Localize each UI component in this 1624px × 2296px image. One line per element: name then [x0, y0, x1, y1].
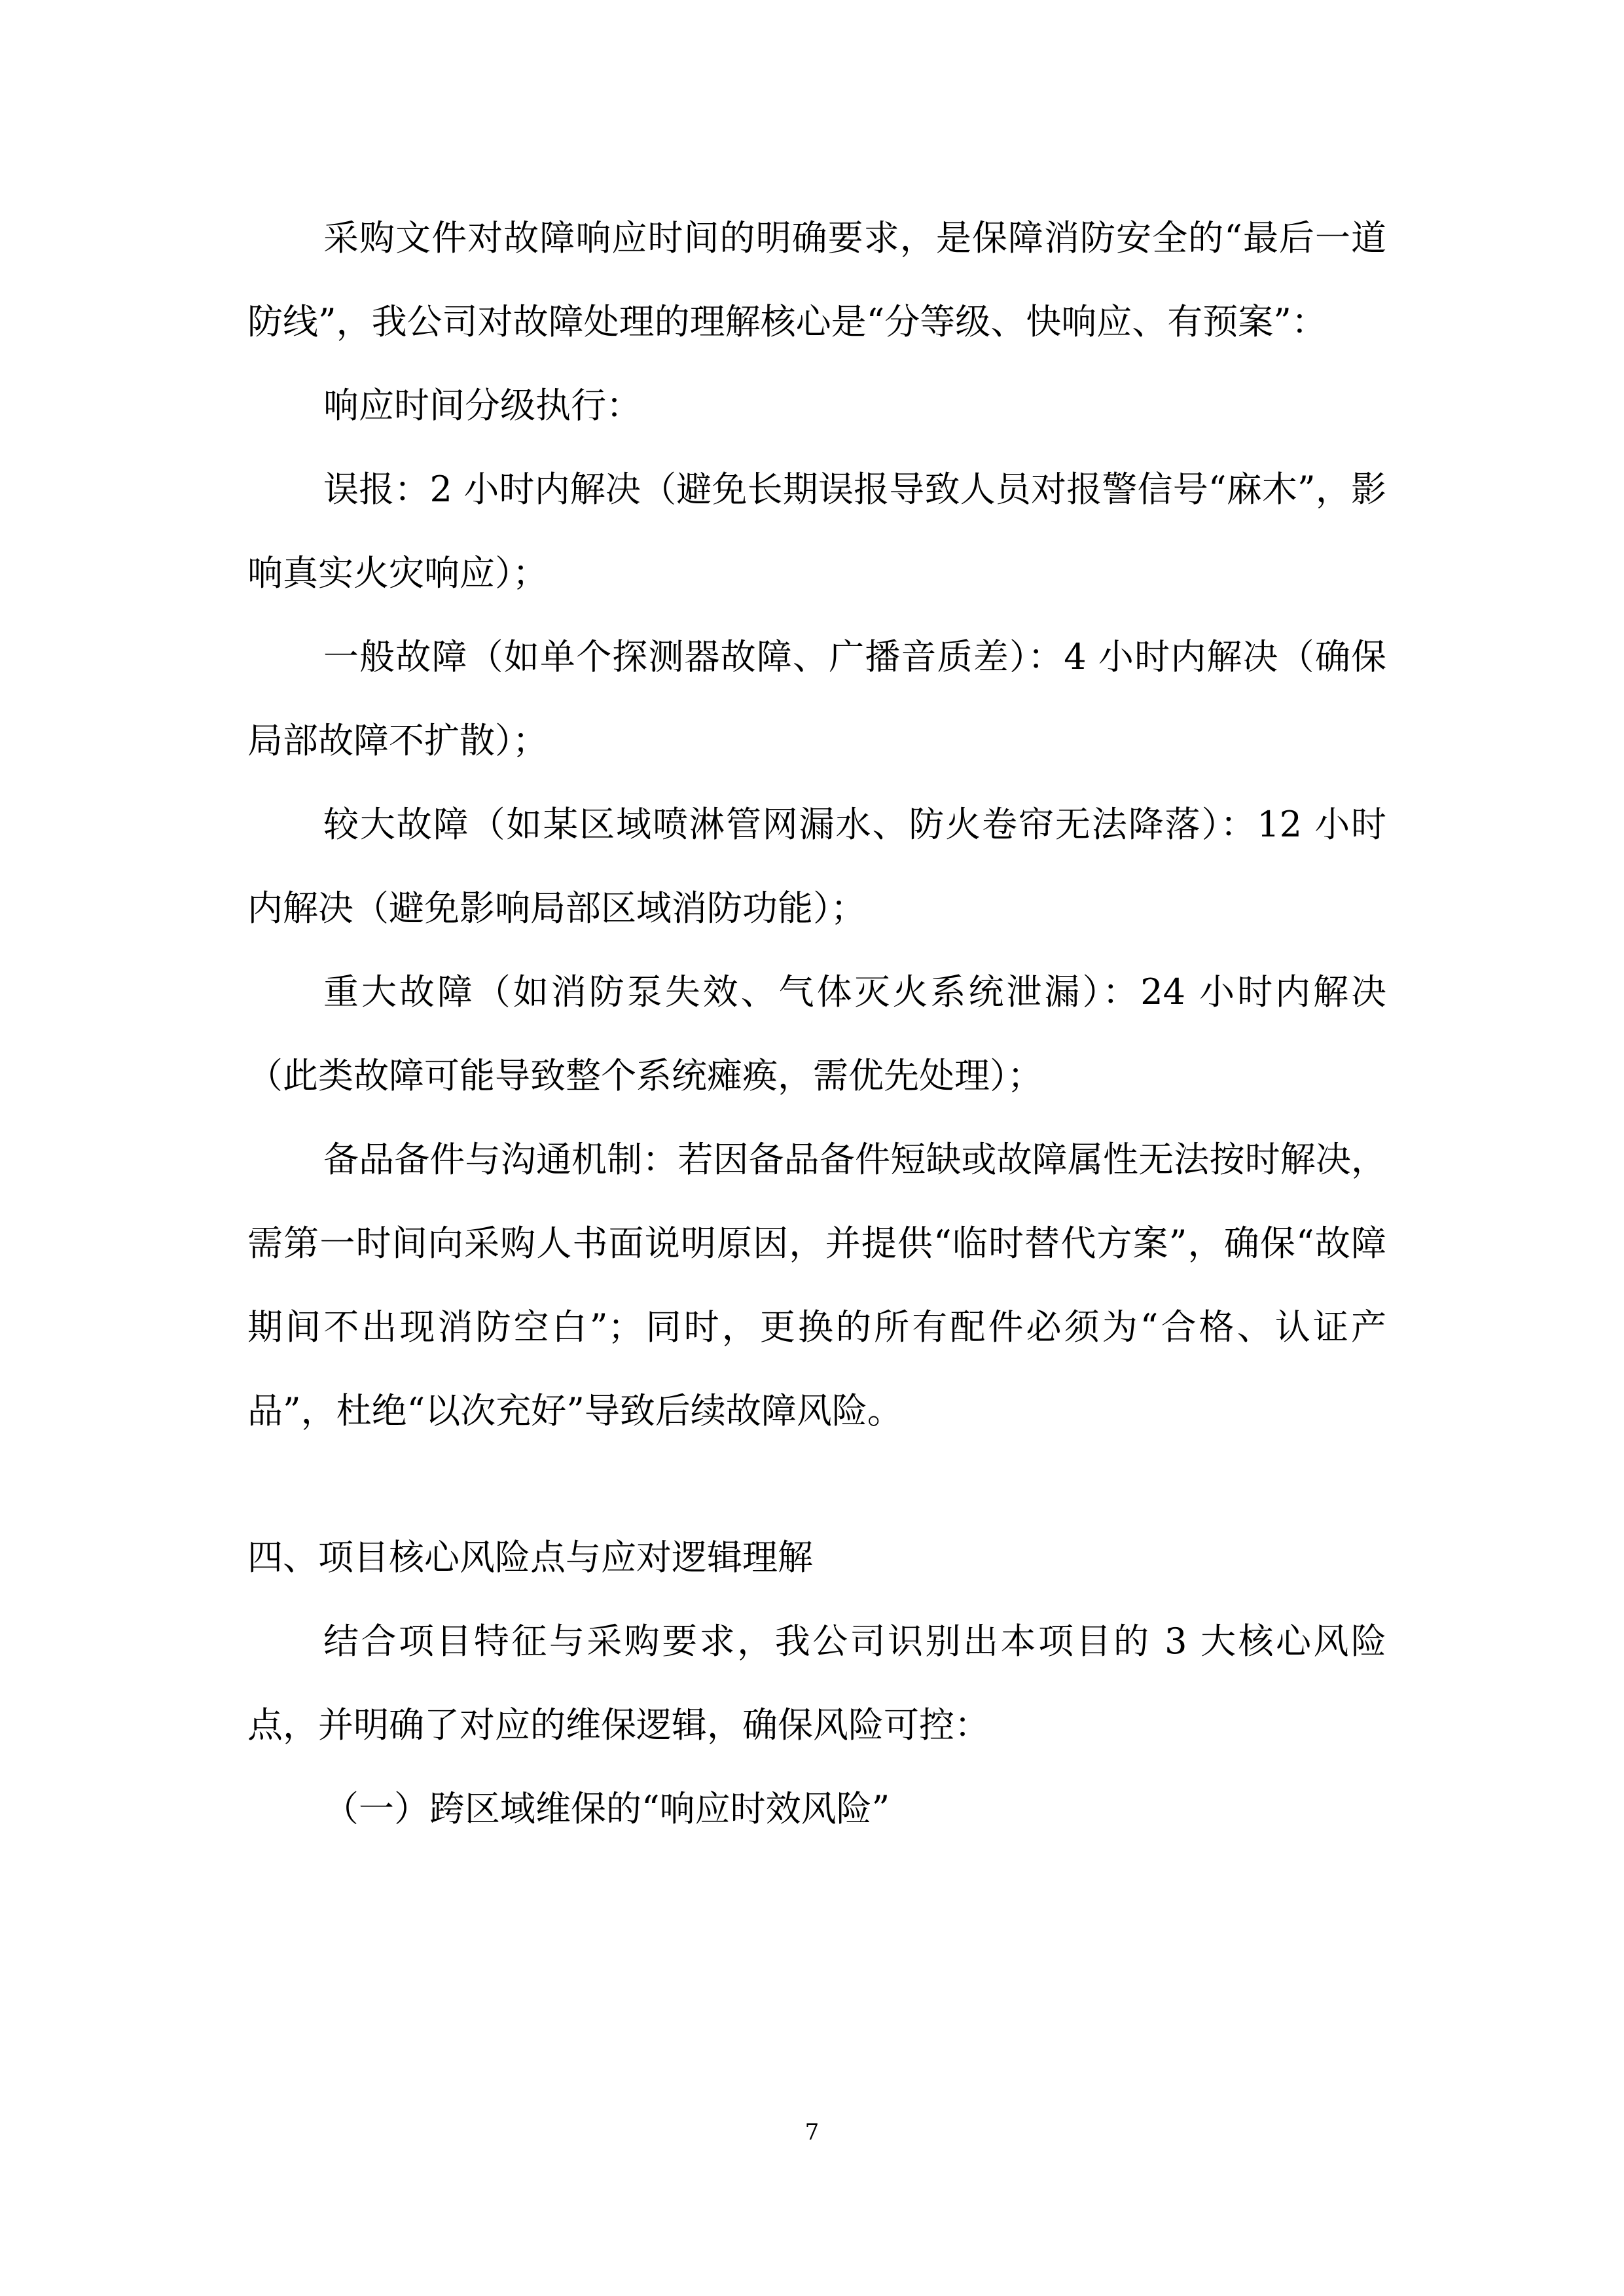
paragraph-major-fault: 较大故障（如某区域喷淋管网漏水、防火卷帘无法降落）：12 小时内解决（避免影响局部区域消防功能）； — [247, 804, 1386, 929]
paragraph-general-fault: 一般故障（如单个探测器故障、广播音质差）：4 小时内解决（确保局部故障不扩散）； — [247, 636, 1386, 761]
paragraph-false-alarm: 误报：2 小时内解决（避免长期误报导致人员对报警信号“麻木”，影响真实火灾响应）； — [247, 469, 1386, 594]
section-heading: 四、项目核心风险点与应对逻辑理解 — [247, 1537, 813, 1578]
paragraph-response-levels: 响应时间分级执行： — [323, 385, 641, 426]
paragraph-critical-fault: 重大故障（如消防泵失效、气体灭火系统泄漏）：24 小时内解决（此类故障可能导致整个系统瘫痪，需优先处理）； — [247, 971, 1386, 1096]
paragraph-response-requirement: 采购文件对故障响应时间的明确要求，是保障消防安全的“最后一道防线”，我公司对故障处理的理解核心是“分等级、快响应、有预案”： — [247, 217, 1386, 342]
page-number: 7 — [804, 2119, 820, 2145]
sub-heading-response-risk: （一）跨区域维保的“响应时效风险” — [323, 1788, 890, 1829]
paragraph-risk-intro: 结合项目特征与采购要求，我公司识别出本项目的 3 大核心风险点，并明确了对应的维保逻辑，确保风险可控： — [247, 1621, 1386, 1746]
paragraph-spare-parts: 备品备件与沟通机制：若因备品备件短缺或故障属性无法按时解决，需第一时间向采购人书面说明原因，并提供“临时替代方案”，确保“故障期间不出现消防空白”；同时，更换的所有配件必须为“合格、认证产品”，杜绝“以次充好”导致后续故障风险。 — [247, 1139, 1386, 1431]
page-body — [247, 196, 1386, 1851]
